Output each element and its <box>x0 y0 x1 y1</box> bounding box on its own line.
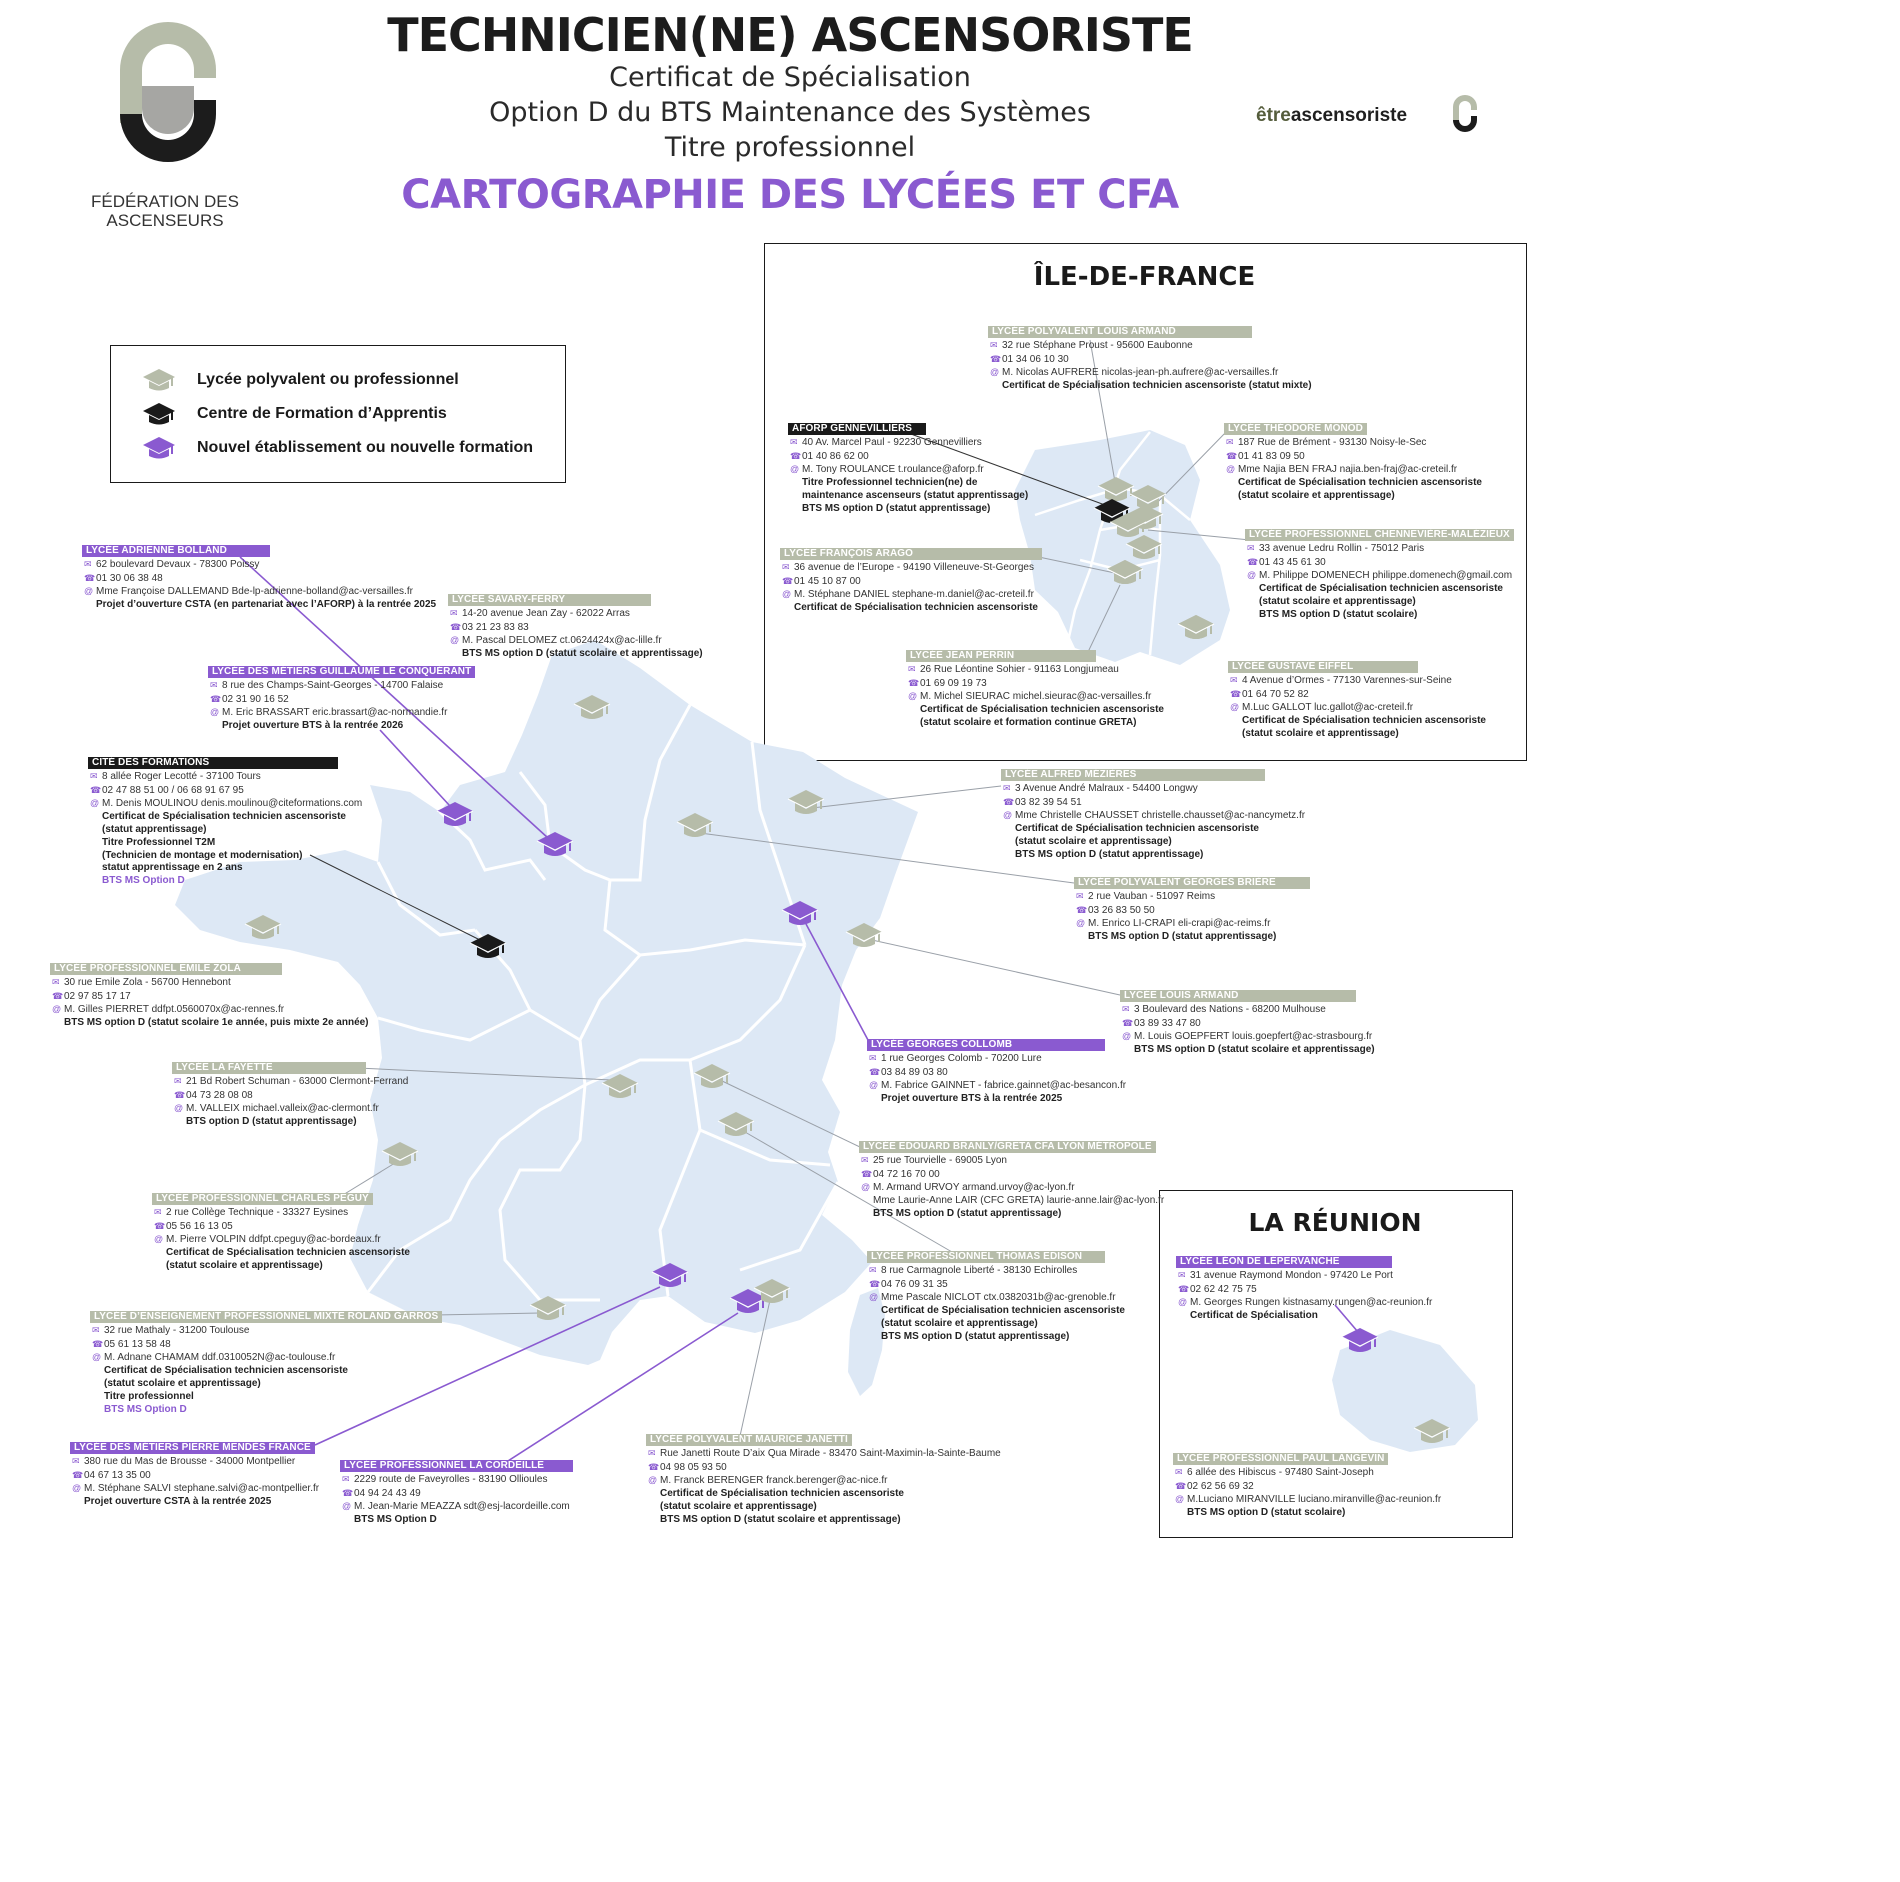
phone: 02 97 85 17 17 <box>64 990 131 1002</box>
phone-icon: ☎ <box>90 784 102 795</box>
mail-icon: ✉ <box>450 607 458 618</box>
phone: 04 94 24 43 49 <box>354 1487 421 1499</box>
at-icon: @ <box>1247 570 1257 581</box>
address: 33 avenue Ledru Rollin - 75012 Paris <box>1259 542 1425 554</box>
mail-icon: ✉ <box>90 770 98 781</box>
idf-title: ÎLE-DE-FRANCE <box>1033 262 1256 292</box>
establishment-name: LYCÉE LA FAYETTE <box>172 1062 366 1074</box>
phone: 01 41 83 09 50 <box>1238 450 1305 462</box>
phone-icon: ☎ <box>1226 450 1238 461</box>
address: 21 Bd Robert Schuman - 63000 Clermont-Ferrand <box>186 1075 409 1087</box>
phone: 01 69 09 19 73 <box>920 677 987 689</box>
establishment-name: LYCÉE LOUIS ARMAND <box>1120 990 1356 1002</box>
address: 1 rue Georges Colomb - 70200 Lure <box>881 1052 1042 1064</box>
entry-georges-collomb <box>867 1039 1126 1106</box>
formation-line: BTS MS option D (statut scolaire) <box>1259 608 1418 620</box>
formation-line: (statut scolaire et apprentissage) <box>881 1317 1038 1329</box>
map-title: CARTOGRAPHIE DES LYCÉES ET CFA <box>401 172 1179 218</box>
legend-label-grey: Lycée polyvalent ou professionnel <box>197 371 459 388</box>
establishment-name: LYCÉE PROFESSIONNEL EMILE ZOLA <box>50 963 282 975</box>
phone: 05 56 16 13 05 <box>166 1220 233 1232</box>
formation-line: Projet ouverture BTS à la rentrée 2026 <box>222 720 404 732</box>
establishment-name: LYCÉE POLYVALENT GEORGES BRIÈRE <box>1074 877 1310 889</box>
reunion-title: LA RÉUNION <box>1248 1208 1422 1237</box>
establishment-name: LYCÉE EDOUARD BRANLY/GRETA CFA LYON MÉTROPOLE <box>859 1141 1156 1153</box>
entry-aforp <box>788 423 1028 516</box>
address: 8 allée Roger Lecotté - 37100 Tours <box>102 770 261 782</box>
phone-icon: ☎ <box>154 1220 166 1231</box>
entry-savary-ferry <box>448 594 703 661</box>
entry-georges-briere <box>1074 877 1310 944</box>
formation-line: BTS MS option D (statut scolaire) <box>1187 1507 1346 1519</box>
address: 36 avenue de l’Europe - 94190 Villeneuve-St-Georges <box>794 561 1034 573</box>
formation-line: (Technicien de montage et modernisation) <box>102 849 303 861</box>
address: 3 Boulevard des Nations - 68200 Mulhouse <box>1134 1003 1326 1015</box>
contact: M. Eric BRASSART eric.brassart@ac-normandie.fr <box>222 707 448 719</box>
formation-line: (statut scolaire et apprentissage) <box>104 1377 261 1389</box>
address: 2 rue Collège Technique - 33327 Eysines <box>166 1206 349 1218</box>
formation-line: Projet ouverture CSTA à la rentrée 2025 <box>84 1496 272 1508</box>
mail-icon: ✉ <box>908 663 916 674</box>
formation-line: Titre Professionnel technicien(ne) de <box>802 477 978 489</box>
at-icon: @ <box>90 798 100 809</box>
formation-line: BTS MS option D (statut scolaire et apprentissage) <box>462 648 703 660</box>
address: 40 Av. Marcel Paul - 92230 Gennevilliers <box>802 436 982 448</box>
at-icon: @ <box>869 1080 879 1091</box>
formation-line: Certificat de Spécialisation <box>1190 1310 1318 1322</box>
main-title: TECHNICIEN(NE) ASCENSORISTE <box>387 8 1193 62</box>
phone: 01 43 45 61 30 <box>1259 556 1326 568</box>
establishment-name: LYCÉE LÉON DE LÉPERVANCHE <box>1176 1256 1392 1268</box>
mail-icon: ✉ <box>790 436 798 447</box>
establishment-name: AFORP GENNEVILLIERS <box>788 423 926 435</box>
phone-icon: ☎ <box>1230 688 1242 699</box>
phone: 02 62 56 69 32 <box>1187 1480 1254 1492</box>
at-icon: @ <box>342 1501 352 1512</box>
mail-icon: ✉ <box>154 1206 162 1217</box>
at-icon: @ <box>92 1352 102 1363</box>
address: 32 rue Mathaly - 31200 Toulouse <box>104 1324 250 1336</box>
address: 187 Rue de Brément - 93130 Noisy-le-Sec <box>1238 436 1427 448</box>
entry-alfred-mezieres <box>1001 769 1305 862</box>
phone: 01 30 06 38 48 <box>96 572 163 584</box>
contact: M. Franck BERENGER franck.berenger@ac-nice.fr <box>660 1475 888 1487</box>
address: 62 boulevard Devaux - 78300 Poissy <box>96 558 260 570</box>
contact: M. Louis GOEPFERT louis.goepfert@ac-strasbourg.fr <box>1134 1031 1373 1043</box>
phone-icon: ☎ <box>72 1469 84 1480</box>
establishment-name: LYCÉE GEORGES COLLOMB <box>867 1039 1105 1051</box>
mail-icon: ✉ <box>1122 1003 1130 1014</box>
formation-line: (statut scolaire et apprentissage) <box>1242 727 1399 739</box>
establishment-name: LYCÉE JEAN PERRIN <box>906 650 1096 662</box>
formation-line: (statut scolaire et apprentissage) <box>660 1500 817 1512</box>
establishment-name: LYCÉE POLYVALENT MAURICE JANETTI <box>646 1434 852 1446</box>
contact: M. Enrico LI-CRAPI eli-crapi@ac-reims.fr <box>1088 918 1271 930</box>
leader-line-louis-armand-mulhouse <box>872 940 1120 995</box>
at-icon: @ <box>648 1475 658 1486</box>
at-icon: @ <box>52 1004 62 1015</box>
mail-icon: ✉ <box>210 679 218 690</box>
entry-adrienne-bolland <box>82 545 436 612</box>
contact: M. Gilles PIERRET ddfpt.0560070x@ac-rennes.fr <box>64 1004 285 1016</box>
mail-icon: ✉ <box>84 558 92 569</box>
entry-emile-zola <box>50 963 369 1030</box>
address: 32 rue Stéphane Proust - 95600 Eaubonne <box>1002 339 1193 351</box>
establishment-name: LYCÉE ADRIENNE BOLLAND <box>82 545 270 557</box>
mail-icon: ✉ <box>1076 890 1084 901</box>
phone: 01 45 10 87 00 <box>794 575 861 587</box>
formation-line: (statut scolaire et apprentissage) <box>166 1259 323 1271</box>
establishment-name: LYCÉE DES MÉTIERS PIERRE MENDÈS FRANCE <box>70 1442 315 1454</box>
entry-pierre-mendes <box>70 1442 319 1509</box>
formation-line: statut apprentissage en 2 ans <box>102 862 243 874</box>
phone: 02 62 42 75 75 <box>1190 1283 1257 1295</box>
entry-chenneviere <box>1245 529 1514 622</box>
contact: M. Nicolas AUFRERE nicolas-jean-ph.aufrere@ac-versailles.fr <box>1002 367 1279 379</box>
entry-edouard-branly <box>859 1141 1164 1221</box>
at-icon: @ <box>861 1182 871 1193</box>
mail-icon: ✉ <box>861 1154 869 1165</box>
formation-line: (statut scolaire et apprentissage) <box>1238 489 1395 501</box>
entry-paul-langevin <box>1173 1453 1441 1520</box>
formation-line: BTS MS Option D <box>104 1403 187 1415</box>
phone-icon: ☎ <box>1122 1017 1134 1028</box>
establishment-name: LYCÉE FRANÇOIS ARAGO <box>780 548 1042 560</box>
phone-icon: ☎ <box>174 1089 186 1100</box>
phone-icon: ☎ <box>790 450 802 461</box>
formation-line: BTS MS option D (statut apprentissage) <box>802 502 991 514</box>
formation-line: maintenance ascenseurs (statut apprentissage) <box>802 489 1029 501</box>
phone: 04 73 28 08 08 <box>186 1089 253 1101</box>
address: 380 rue du Mas de Brousse - 34000 Montpellier <box>84 1455 296 1467</box>
legend-label-purple: Nouvel établissement ou nouvelle formation <box>197 439 534 456</box>
phone-icon: ☎ <box>861 1168 873 1179</box>
address: 14-20 avenue Jean Zay - 62022 Arras <box>462 607 630 619</box>
address: 4 Avenue d’Ormes - 77130 Varennes-sur-Seine <box>1242 674 1452 686</box>
address: 3 Avenue André Malraux - 54400 Longwy <box>1015 782 1198 794</box>
phone-icon: ☎ <box>1175 1480 1187 1491</box>
entry-roland-garros <box>90 1311 442 1416</box>
phone: 03 21 23 83 83 <box>462 621 529 633</box>
address: 31 avenue Raymond Mondon - 97420 Le Port <box>1190 1269 1393 1281</box>
at-icon: @ <box>1076 918 1086 929</box>
federation-line2: ASCENSEURS <box>106 211 224 230</box>
phone-icon: ☎ <box>210 693 222 704</box>
phone-icon: ☎ <box>342 1487 354 1498</box>
phone-icon: ☎ <box>450 621 462 632</box>
phone-icon: ☎ <box>782 575 794 586</box>
entry-francois-arago <box>780 548 1042 615</box>
address: 6 allée des Hibiscus - 97480 Saint-Joseph <box>1187 1466 1374 1478</box>
phone-icon: ☎ <box>648 1461 660 1472</box>
entry-louis-armand-mulhouse <box>1120 990 1375 1057</box>
phone: 05 61 13 58 48 <box>104 1338 171 1350</box>
formation-line: BTS MS Option D <box>102 875 185 887</box>
phone: 02 47 88 51 00 / 06 68 91 67 95 <box>102 784 244 796</box>
formation-line: BTS MS option D (statut apprentissage) <box>881 1330 1070 1342</box>
at-icon: @ <box>450 635 460 646</box>
establishment-name: LYCÉE PROFESSIONNEL THOMAS EDISON <box>867 1251 1105 1263</box>
phone-icon: ☎ <box>92 1338 104 1349</box>
establishment-name: LYCÉE D’ENSEIGNEMENT PROFESSIONNEL MIXTE ROLAND GARROS <box>90 1311 442 1323</box>
address: 30 rue Emile Zola - 56700 Hennebont <box>64 976 231 988</box>
formation-line: Certificat de Spécialisation technicien ascensoriste <box>794 602 1038 614</box>
contact: M. Adnane CHAMAM ddf.0310052N@ac-toulouse.fr <box>104 1352 336 1364</box>
establishment-name: LYCÉE THÉODORE MONOD <box>1224 423 1367 435</box>
phone: 04 98 05 93 50 <box>660 1461 727 1473</box>
contact: M. Pascal DELOMEZ ct.0624424x@ac-lille.fr <box>462 635 662 647</box>
contact: Mme Christelle CHAUSSET christelle.chausset@ac-nancymetz.fr <box>1015 810 1306 822</box>
phone: 04 76 09 31 35 <box>881 1278 948 1290</box>
phone: 02 31 90 16 52 <box>222 693 289 705</box>
establishment-name: LYCÉE PROFESSIONNEL LA CORDEILLE <box>340 1460 573 1472</box>
mail-icon: ✉ <box>648 1447 656 1458</box>
phone: 03 84 89 03 80 <box>881 1066 948 1078</box>
phone-icon: ☎ <box>1178 1283 1190 1294</box>
at-icon: @ <box>1122 1031 1132 1042</box>
formation-line: BTS MS option D (statut apprentissage) <box>1015 848 1204 860</box>
at-icon: @ <box>869 1292 879 1303</box>
subtitle-titre: Titre professionnel <box>664 132 916 163</box>
mail-icon: ✉ <box>1178 1269 1186 1280</box>
at-icon: @ <box>154 1234 164 1245</box>
formation-line: Certificat de Spécialisation technicien ascensoriste <box>166 1247 410 1259</box>
mail-icon: ✉ <box>869 1052 877 1063</box>
subtitle-bts: Option D du BTS Maintenance des Systèmes <box>489 97 1091 128</box>
address: 8 rue Carmagnole Liberté - 38130 Echirolles <box>881 1264 1078 1276</box>
entry-la-fayette <box>172 1062 408 1129</box>
mail-icon: ✉ <box>1226 436 1234 447</box>
at-icon: @ <box>908 691 918 702</box>
address: 26 Rue Léontine Sohier - 91163 Longjumeau <box>920 663 1119 675</box>
phone: 01 40 86 62 00 <box>802 450 869 462</box>
address: 2 rue Vauban - 51097 Reims <box>1088 890 1216 902</box>
establishment-name: LYCÉE PROFESSIONNEL CHARLES PEGUY <box>152 1193 373 1205</box>
establishment-name: LYCÉE PROFESSIONNEL CHENNEVIÈRE-MALÉZIEUX <box>1245 529 1514 541</box>
mail-icon: ✉ <box>869 1264 877 1275</box>
contact: M. Pierre VOLPIN ddfpt.cpeguy@ac-bordeaux.fr <box>166 1234 381 1246</box>
entry-charles-peguy <box>152 1193 410 1273</box>
contact: M. Jean-Marie MEAZZA sdt@esj-lacordeille.com <box>354 1501 570 1513</box>
formation-line: Certificat de Spécialisation technicien ascensoriste <box>104 1365 348 1377</box>
entry-thomas-edison <box>867 1251 1125 1344</box>
establishment-name: LYCÉE SAVARY-FERRY <box>448 594 651 606</box>
mail-icon: ✉ <box>990 339 998 350</box>
contact-secondary: Mme Laurie-Anne LAIR (CFC GRETA) laurie-anne.lair@ac-lyon.fr <box>873 1195 1165 1207</box>
formation-line: (statut scolaire et apprentissage) <box>1015 835 1172 847</box>
entry-louis-armand-eaubonne <box>988 326 1312 393</box>
formation-line: BTS MS option D (statut scolaire et apprentissage) <box>660 1513 901 1525</box>
formation-line: BTS MS Option D <box>354 1514 437 1526</box>
formation-line: Certificat de Spécialisation technicien ascensoriste <box>1015 823 1259 835</box>
contact: M. Fabrice GAINNET - fabrice.gainnet@ac-besancon.fr <box>881 1080 1127 1092</box>
contact: M. Philippe DOMENECH philippe.domenech@gmail.com <box>1259 570 1513 582</box>
formation-line: Projet ouverture BTS à la rentrée 2025 <box>881 1093 1063 1105</box>
formation-line: Certificat de Spécialisation technicien ascensoriste <box>102 811 346 823</box>
formation-line: (statut apprentissage) <box>102 823 207 835</box>
establishment-name: LYCÉE ALFRED MÉZIÈRES <box>1001 769 1265 781</box>
contact: M. Denis MOULINOU denis.moulinou@citeformations.com <box>102 798 363 810</box>
contact: M. Michel SIEURAC michel.sieurac@ac-versailles.fr <box>920 691 1152 703</box>
establishment-name: LYCÉE PROFESSIONNEL PAUL LANGEVIN <box>1173 1453 1388 1465</box>
phone-icon: ☎ <box>869 1278 881 1289</box>
at-icon: @ <box>790 464 800 475</box>
mail-icon: ✉ <box>174 1075 182 1086</box>
contact: M. Georges Rungen kistnasamy.rungen@ac-reunion.fr <box>1190 1297 1433 1309</box>
at-icon: @ <box>174 1103 184 1114</box>
phone-icon: ☎ <box>908 677 920 688</box>
formation-line: Certificat de Spécialisation technicien ascensoriste <box>920 704 1164 716</box>
phone-icon: ☎ <box>990 353 1002 364</box>
phone-icon: ☎ <box>1247 556 1259 567</box>
entry-jean-perrin <box>906 650 1164 730</box>
phone: 04 72 16 70 00 <box>873 1168 940 1180</box>
federation-line1: FÉDÉRATION DES <box>91 192 239 211</box>
entry-leon-lepervanche <box>1176 1256 1432 1323</box>
entry-gustave-eiffel <box>1228 661 1486 741</box>
mail-icon: ✉ <box>1247 542 1255 553</box>
address: Rue Janetti Route D’aix Qua Mirade - 83470 Saint-Maximin-la-Sainte-Baume <box>660 1447 1001 1459</box>
formation-line: Certificat de Spécialisation technicien ascensoriste <box>1238 477 1482 489</box>
formation-line: BTS MS option D (statut scolaire 1e année, puis mixte 2e année) <box>64 1017 369 1029</box>
mail-icon: ✉ <box>52 976 60 987</box>
entry-maurice-janetti <box>646 1434 1001 1527</box>
mail-icon: ✉ <box>1230 674 1238 685</box>
establishment-name: LYCÉE POLYVALENT LOUIS ARMAND <box>988 326 1252 338</box>
establishment-name: LYCÉE GUSTAVE EIFFEL <box>1228 661 1418 673</box>
address: 2229 route de Faveyrolles - 83190 Ollioules <box>354 1473 548 1485</box>
phone-icon: ☎ <box>1076 904 1088 915</box>
at-icon: @ <box>72 1483 82 1494</box>
phone: 01 34 06 10 30 <box>1002 353 1069 365</box>
address: 25 rue Tourvielle - 69005 Lyon <box>873 1154 1007 1166</box>
at-icon: @ <box>1226 464 1236 475</box>
mail-icon: ✉ <box>72 1455 80 1466</box>
formation-line: (statut scolaire et formation continue GRETA) <box>920 716 1137 728</box>
formation-line: Certificat de Spécialisation technicien ascensoriste <box>660 1488 904 1500</box>
contact: Mme Najia BEN FRAJ najia.ben-fraj@ac-creteil.fr <box>1238 464 1458 476</box>
mail-icon: ✉ <box>342 1473 350 1484</box>
phone-icon: ☎ <box>84 572 96 583</box>
mail-icon: ✉ <box>1003 782 1011 793</box>
formation-line: Titre Professionnel T2M <box>102 836 216 848</box>
mail-icon: ✉ <box>92 1324 100 1335</box>
phone: 03 82 39 54 51 <box>1015 796 1082 808</box>
phone-icon: ☎ <box>52 990 64 1001</box>
contact: M.Luciano MIRANVILLE luciano.miranville@ac-reunion.fr <box>1187 1494 1442 1506</box>
formation-line: BTS option D (statut apprentissage) <box>186 1116 357 1128</box>
at-icon: @ <box>1175 1494 1185 1505</box>
formation-line: Certificat de Spécialisation technicien ascensoriste (statut mixte) <box>1002 380 1312 392</box>
at-icon: @ <box>782 589 792 600</box>
mail-icon: ✉ <box>1175 1466 1183 1477</box>
contact: M. Stéphane DANIEL stephane-m.daniel@ac-creteil.fr <box>794 589 1034 601</box>
contact: Mme Pascale NICLOT ctx.0382031b@ac-grenoble.fr <box>881 1292 1116 1304</box>
contact: M.Luc GALLOT luc.gallot@ac-creteil.fr <box>1242 702 1414 714</box>
formation-line: Certificat de Spécialisation technicien ascensoriste <box>1242 715 1486 727</box>
formation-line: Projet d’ouverture CSTA (en partenariat avec l’AFORP) à la rentrée 2025 <box>96 599 437 611</box>
formation-line: BTS MS option D (statut apprentissage) <box>873 1207 1062 1219</box>
contact: M. VALLEIX michael.valleix@ac-clermont.fr <box>186 1103 379 1115</box>
brand-suffix: ascensoriste <box>1290 105 1408 126</box>
legend-label-black: Centre de Formation d’Apprentis <box>197 405 447 422</box>
establishment-name: CITÉ DES FORMATIONS <box>88 757 338 769</box>
at-icon: @ <box>990 367 1000 378</box>
mail-icon: ✉ <box>782 561 790 572</box>
phone: 03 26 83 50 50 <box>1088 904 1155 916</box>
phone: 01 64 70 52 82 <box>1242 688 1309 700</box>
formation-line: Certificat de Spécialisation technicien ascensoriste <box>881 1305 1125 1317</box>
entry-la-cordeille <box>340 1460 573 1527</box>
phone-icon: ☎ <box>869 1066 881 1077</box>
phone: 04 67 13 35 00 <box>84 1469 151 1481</box>
phone-icon: ☎ <box>1003 796 1015 807</box>
contact: M. Tony ROULANCE t.roulance@aforp.fr <box>802 464 984 476</box>
formation-line: Titre professionnel <box>104 1390 194 1402</box>
formation-line: (statut scolaire et apprentissage) <box>1259 595 1416 607</box>
entry-cite-formations <box>88 757 362 888</box>
phone: 03 89 33 47 80 <box>1134 1017 1201 1029</box>
establishment-name: LYCÉE DES MÉTIERS GUILLAUME LE CONQUÉRANT <box>208 666 475 678</box>
formation-line: BTS MS option D (statut scolaire et apprentissage) <box>1134 1044 1375 1056</box>
address: 8 rue des Champs-Saint-Georges - 14700 Falaise <box>222 679 444 691</box>
subtitle-cs: Certificat de Spécialisation <box>609 62 971 93</box>
contact: M. Armand URVOY armand.urvoy@ac-lyon.fr <box>873 1182 1075 1194</box>
entry-guillaume <box>208 666 475 733</box>
at-icon: @ <box>210 707 220 718</box>
entry-theodore-monod <box>1224 423 1482 503</box>
contact: Mme Françoise DALLEMAND Bde-lp-adrienne-bolland@ac-versailles.fr <box>96 586 413 598</box>
at-icon: @ <box>1178 1297 1188 1308</box>
at-icon: @ <box>84 586 94 597</box>
at-icon: @ <box>1003 810 1013 821</box>
formation-line: Certificat de Spécialisation technicien ascensoriste <box>1259 583 1503 595</box>
contact: M. Stéphane SALVI stephane.salvi@ac-montpellier.fr <box>84 1483 320 1495</box>
formation-line: BTS MS option D (statut apprentissage) <box>1088 931 1277 943</box>
brand-prefix: être <box>1256 105 1291 126</box>
at-icon: @ <box>1230 702 1240 713</box>
